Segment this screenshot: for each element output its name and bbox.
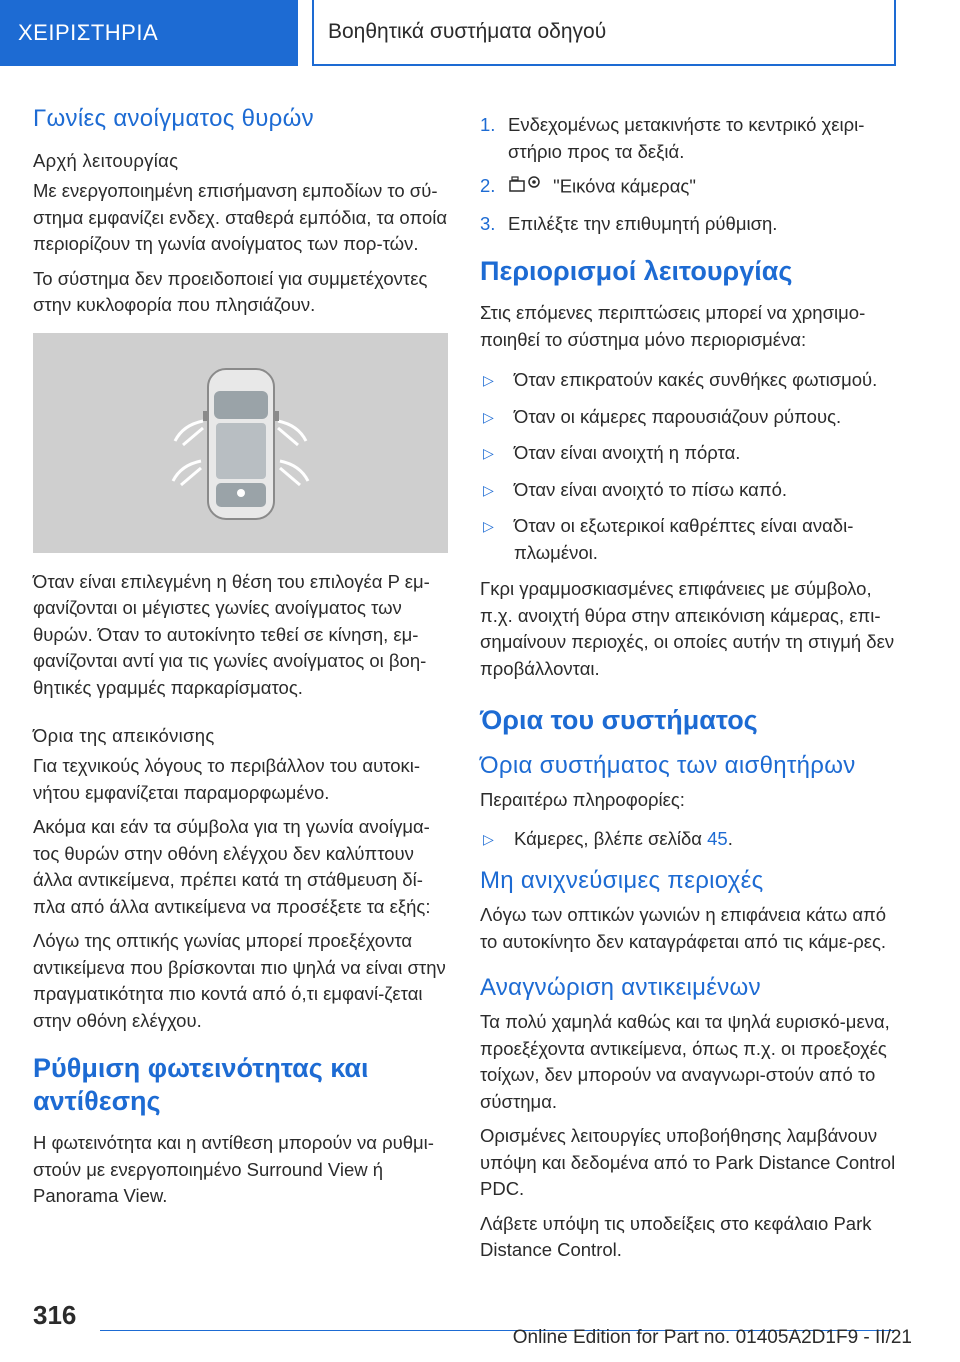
list-item [480,404,900,431]
paragraph: Γκρι γραμμοσκιασμένες επιφάνειες με σύμβολο, π.χ. ανοιχτή θύρα στην απεικόνιση κάμερας, επι-σημαίνουν περιοχές, οι οποίες αυτήν τη στιγμή δεν προβάλλονται. [480,578,895,679]
section-title-brightness: Ρύθμιση φωτεινότητας και αντίθεσης [33,1053,369,1116]
step-number: 2. [480,175,496,196]
list-item-text: Όταν επικρατούν κακές συνθήκες φωτισμού. [514,369,878,390]
page-link[interactable]: 45 [707,827,728,849]
footer-edition: Online Edition for Part no. 01405A2D1F9 - II/21 [512,1327,912,1348]
list-item-text: Όταν οι κάμερες παρουσιάζουν ρύπους. [514,405,842,427]
triangle-bullet-icon: ▷ [483,372,494,388]
paragraph: Για τεχνικούς λόγους το περιβάλλον του αυτοκι-νήτου εμφανίζεται παραμορφωμένο. [33,755,421,803]
triangle-bullet-icon: ▷ [483,518,494,534]
paragraph: Ακόμα και εάν τα σύμβολα για τη γωνία ανοίγμα-τος θυρών στην οθόνη ελέγχου δεν καλύπτουν άλλα αντικείμενα, πρέπει κατά τη στάθμευση δί-πλα από άλλα αντικείμενα να προσέξετε τα εξής: [33,816,431,917]
section-title-system-limits: Όρια του συστήματος [480,705,758,735]
car-door-angle-figure [33,333,448,553]
triangle-bullet-icon: ▷ [483,408,494,425]
sensor-list [480,826,900,853]
paragraph: Η φωτεινότητα και η αντίθεση μπορούν να ρυθμι-στούν με ενεργοποιημένο Surround View ή Panorama View. [33,1132,434,1206]
list-item [480,367,900,394]
list-item-text: Όταν είναι ανοιχτό το πίσω καπό. [514,478,788,500]
list-item [480,440,900,467]
left-column [33,100,448,1218]
right-column [480,112,900,1272]
step-item [480,173,900,203]
paragraph: Το σύστημα δεν προειδοποιεί για συμμετέχοντες στην κυκλοφορία που πλησιάζουν. [33,267,428,315]
section-title-restrictions: Περιορισμοί λειτουργίας [480,256,793,286]
step-item [480,211,900,238]
list-item [480,513,900,566]
list-item [480,826,900,853]
section-title-object-detection: Αναγνώριση αντικειμένων [480,974,761,1001]
triangle-bullet-icon: ▷ [483,481,494,498]
paragraph: Στις επόμενες περιπτώσεις μπορεί να χρησιμο-ποιηθεί το σύστημα μόνο περιορισμένα: [480,302,866,350]
paragraph: Λόγω της οπτικής γωνίας μπορεί προεξέχοντα αντικείμενα που βρίσκονται πιο ψηλά να είναι στην πραγματικότητα πιο κοντά από ό,τι εμφανί-ζεται στην οθόνη ελέγχου. [33,930,446,1031]
list-item-text: Όταν οι εξωτερικοί καθρέπτες είναι αναδι-πλωμένοι. [514,515,854,563]
section-title-blind-areas: Μη ανιχνεύσιμες περιοχές [480,867,764,894]
step-text: "Εικόνα κάμερας" [553,175,696,197]
triangle-bullet-icon: ▷ [483,445,494,461]
step-number: 1. [480,114,496,135]
paragraph: Περαιτέρω πληροφορίες: [480,789,685,810]
subheading-display-limits: Όρια της απεικόνισης [33,725,215,746]
car-top-view-icon [33,333,448,553]
paragraph: Όταν είναι επιλεγμένη η θέση του επιλογέα P εμ-φανίζονται οι μέγιστες γωνίες ανοίγματος των θυρών. Όταν το αυτοκίνητο τεθεί σε κίνηση, εμ-φανίζονται αντί για τις γωνίες ανοίγματος οι βοη-θητικές γραμμές παρκαρίσματος. [33,570,430,698]
page-number: 316 [33,1300,77,1330]
step-item [480,112,900,165]
list-item-text: . [727,827,733,849]
section-title-sensor-limits: Όρια συστήματος των αισθητήρων [480,752,856,779]
steps-list [480,112,900,237]
list-item [480,477,900,504]
subheading-principle: Αρχή λειτουργίας [33,150,179,171]
header-chapter: Βοηθητικά συστήματα οδηγού [312,0,896,66]
paragraph: Λόγω των οπτικών γωνιών η επιφάνεια κάτω από το αυτοκίνητο δεν καταγράφεται από τις κάμε-ρες. [480,904,887,952]
header-section: ΧΕΙΡΙΣΤΗΡΙΑ [0,0,298,66]
step-text: Ενδεχομένως μετακινήστε το κεντρικό χειρι-στήριο προς τα δεξιά. [508,114,865,162]
triangle-bullet-icon: ▷ [483,830,494,847]
step-text: Επιλέξτε την επιθυμητή ρύθμιση. [508,212,778,234]
restrictions-list [480,367,900,566]
camera-icon [508,173,548,203]
paragraph: Τα πολύ χαμηλά καθώς και τα ψηλά ευρισκό-μενα, προεξέχοντα αντικείμενα, όπως π.χ. οι προεξοχές τοίχων, δεν μπορούν να αναγνωρι-στούν από το σύστημα. [480,1011,890,1112]
step-number: 3. [480,212,496,234]
section-title-door-angles: Γωνίες ανοίγματος θυρών [33,105,314,132]
list-item-text: Όταν είναι ανοιχτή η πόρτα. [514,442,741,463]
paragraph: Με ενεργοποιημένη επισήμανση εμποδίων το σύ-στημα εμφανίζει ενδεχ. σταθερά εμπόδια, τα οποία περιορίζουν τη γωνία ανοίγματος των πορ-τών. [33,180,448,254]
paragraph: Ορισμένες λειτουργίες υποβοήθησης λαμβάνουν υπόψη και δεδομένα από το Park Distance Control PDC. [480,1125,896,1199]
paragraph: Λάβετε υπόψη τις υποδείξεις στο κεφάλαιο Park Distance Control. [480,1212,872,1260]
list-item-text: Κάμερες, βλέπε σελίδα [514,827,708,849]
